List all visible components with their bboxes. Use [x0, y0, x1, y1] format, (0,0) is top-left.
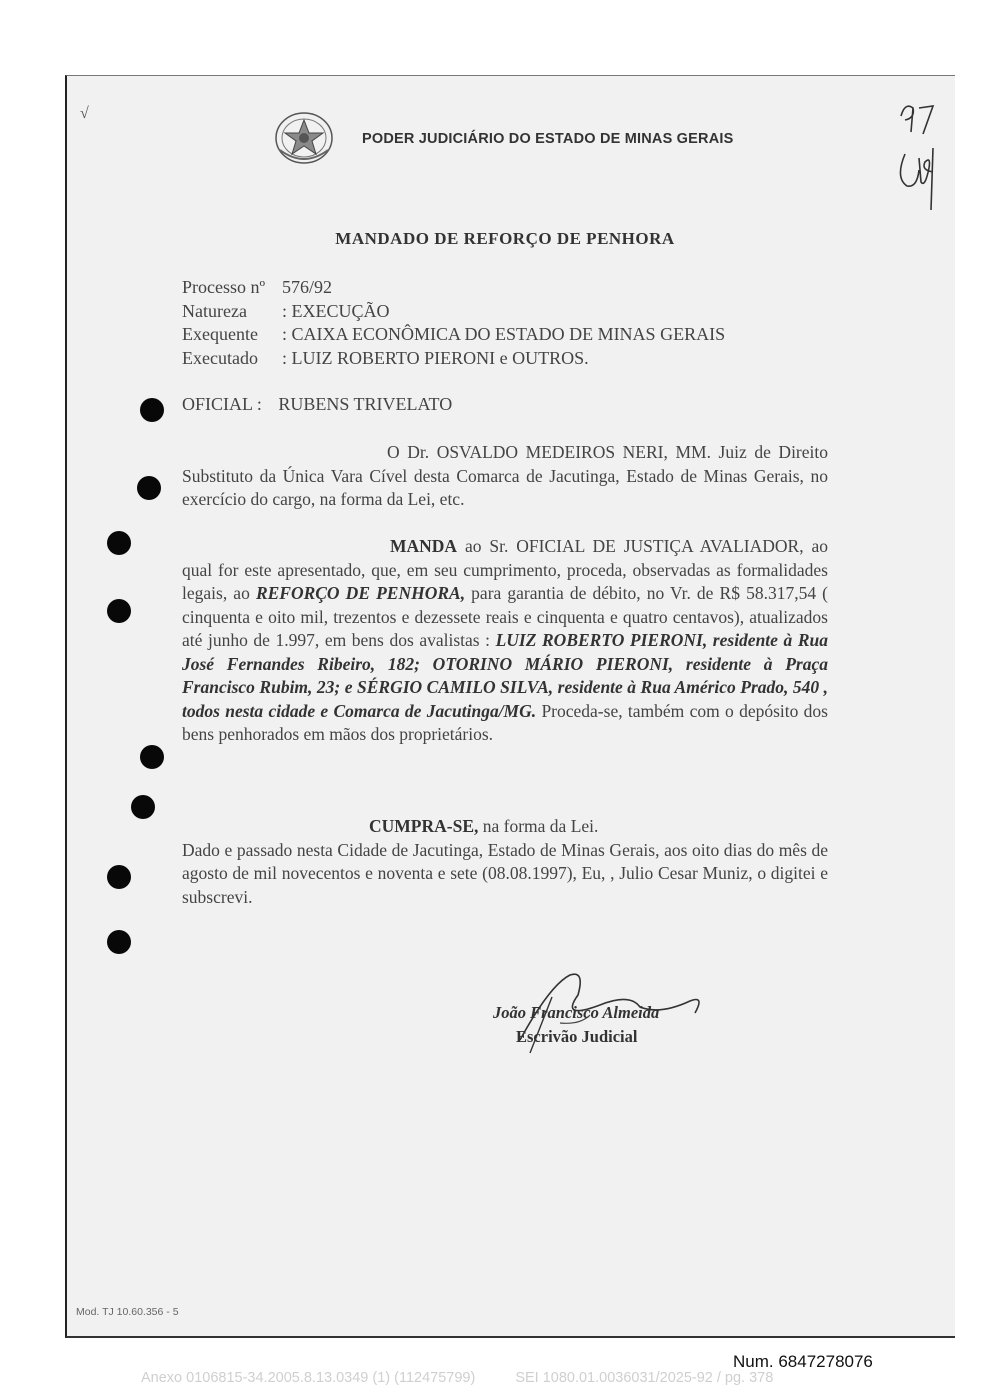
state-coat-of-arms-seal: [272, 110, 336, 166]
punch-hole: [140, 398, 164, 422]
signatory-name: João Francisco Almeida: [493, 1003, 660, 1022]
order-paragraph: [182, 535, 828, 747]
footer-annex-reference: Anexo 0106815-34.2005.8.13.0349 (1) (112475799): [141, 1370, 476, 1386]
case-info-label: Executado: [182, 347, 258, 368]
form-code: Mod. TJ 10.60.356 - 5: [76, 1306, 179, 1318]
document-number: Num. 6847278076: [733, 1352, 873, 1371]
closing-text: Dado e passado nesta Cidade de Jacutinga, Estado de Minas Gerais, aos oito dias do mês de agosto de mil novecentos e noventa e sete (08.08.1997), Eu, , Julio Cesar Muniz, o digitei e subscrevi.: [182, 839, 828, 907]
case-info-value: : LUIZ ROBERTO PIERONI e OUTROS.: [282, 347, 589, 368]
comply-text: na forma da Lei.: [478, 816, 599, 836]
punch-hole: [107, 930, 131, 954]
case-info-value: : CAIXA ECONÔMICA DO ESTADO DE MINAS GERAIS: [282, 324, 726, 344]
case-info: [182, 276, 725, 370]
case-info-row: [182, 276, 725, 300]
closing-paragraph: [182, 815, 828, 909]
punch-hole: [107, 865, 131, 889]
handwritten-folio-number: [895, 98, 947, 218]
case-info-row: [182, 347, 725, 371]
case-info-label: Natureza: [182, 300, 247, 321]
case-info-value: 576/92: [282, 277, 333, 297]
case-info-row: [182, 323, 725, 347]
punch-hole: [140, 745, 164, 769]
case-info-label: Processo nº: [182, 277, 266, 297]
officer-name: RUBENS TRIVELATO: [278, 394, 453, 414]
officer-line: [182, 394, 452, 415]
margin-checkmark: √: [80, 105, 89, 122]
court-header: PODER JUDICIÁRIO DO ESTADO DE MINAS GERAIS: [362, 131, 734, 147]
footer-watermark: [141, 1370, 773, 1386]
punch-hole: [107, 599, 131, 623]
debtors-list: LUIZ ROBERTO PIERONI, residente à Rua José Fernandes Ribeiro, 182; OTORINO MÁRIO PIERONI, residente à Praça Francisco Rubim, 23; e SÉRGIO CAMILO SILVA, residente à Rua Américo Prado, 540 , todos nesta cidade e Comarca de Jacutinga/MG.: [182, 630, 828, 721]
order-text: para garantia de débito, no Vr. de R$ 58.317,54 ( cinquenta e oito mil, trezentos e dezessete reais e cinquenta e quatro centavos), atualizados até junho de 1.997, em bens dos avalistas :: [182, 583, 829, 650]
punch-hole: [137, 476, 161, 500]
signatory-role: Escrivão Judicial: [516, 1027, 638, 1046]
case-info-value: : EXECUÇÃO: [282, 300, 390, 321]
punch-hole: [131, 795, 155, 819]
punch-hole: [107, 531, 131, 555]
intro-paragraph: O Dr. OSVALDO MEDEIROS NERI, MM. Juiz de Direito Substituto da Única Vara Cível desta Comarca de Jacutinga, Estado de Minas Gerais, no exercício do cargo, na forma da Lei, etc.: [182, 442, 828, 509]
order-text: ao Sr. OFICIAL DE JUSTIÇA AVALIADOR, ao qual for este apresentado, que, em seu cumprimento, proceda, observadas as formalidades legais, ao: [182, 536, 828, 603]
order-emphasis: REFORÇO DE PENHORA,: [255, 583, 466, 603]
case-info-row: [182, 300, 725, 324]
document-title: MANDADO DE REFORÇO DE PENHORA: [335, 229, 675, 248]
comply-keyword: CUMPRA-SE,: [369, 816, 479, 836]
officer-label: OFICIAL :: [182, 394, 262, 414]
footer-sei-reference: SEI 1080.01.0036031/2025-92 / pg. 378: [515, 1370, 774, 1386]
order-keyword: MANDA: [390, 536, 458, 556]
order-text: Proceda-se, também com o depósito dos bens penhorados em mãos dos proprietários.: [182, 700, 828, 744]
case-info-label: Exequente: [182, 324, 258, 344]
